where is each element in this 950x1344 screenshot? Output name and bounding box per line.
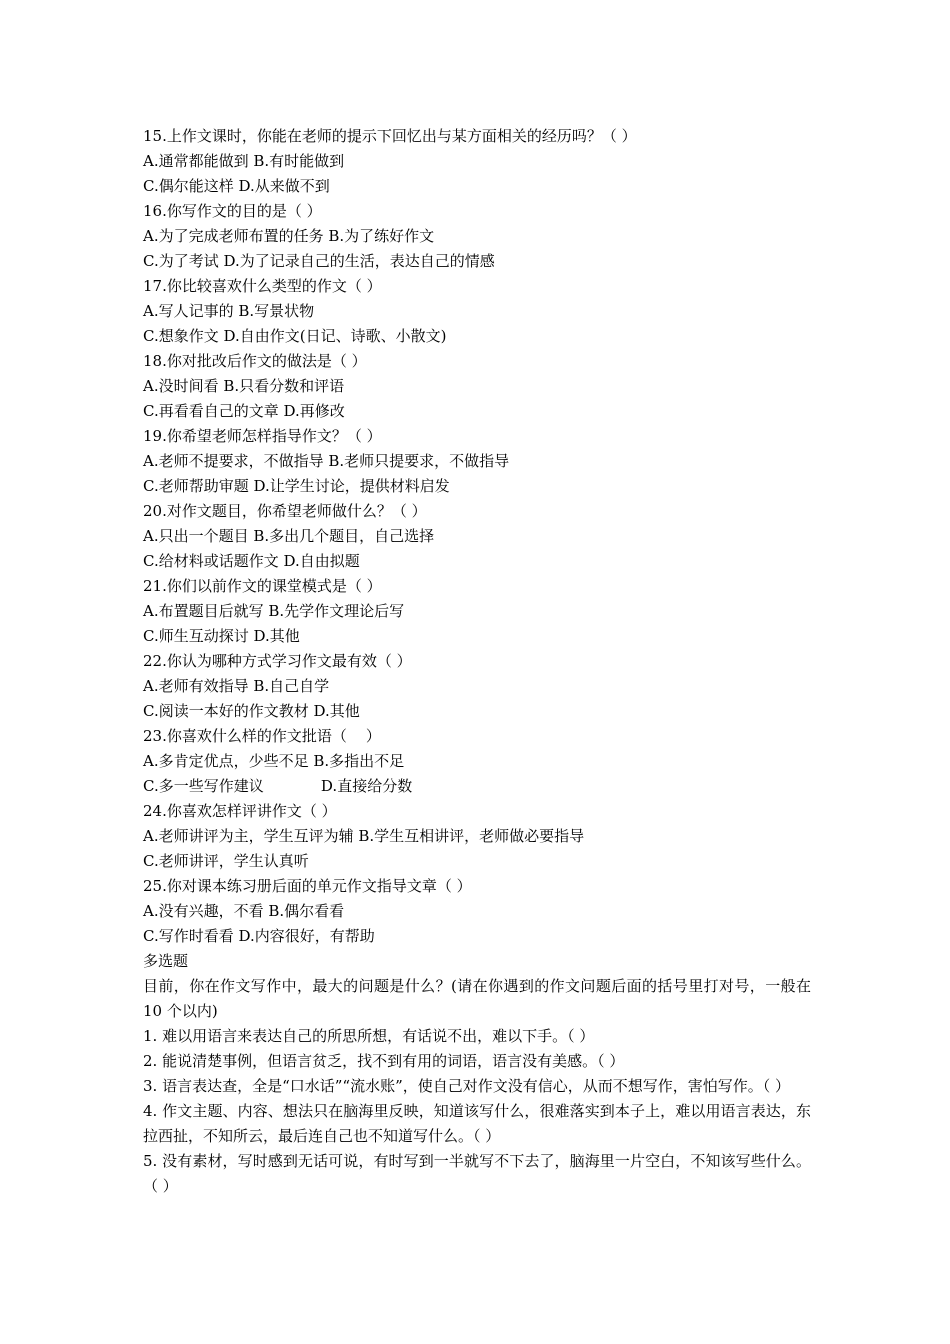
question-19 [143, 424, 811, 499]
multi-choice-item-5: 5. 没有素材，写时感到无话可说，有时写到一半就写不下去了，脑海里一片空白，不知该写些什么。（ ） [143, 1152, 811, 1195]
question-text: 25.你对课本练习册后面的单元作文指导文章（ ） [143, 877, 472, 895]
question-text: 17.你比较喜欢什么类型的作文（ ） [143, 277, 382, 295]
question-text: 20.对作文题目，你希望老师做什么？（ ） [143, 502, 427, 520]
question-15 [143, 124, 811, 199]
options-ab: A.布置题目后就写 B.先学作文理论后写 [143, 602, 405, 620]
multi-choice-intro: 目前，你在作文写作中，最大的问题是什么？(请在你遇到的作文问题后面的括号里打对号，一般在 10 个以内) [143, 977, 811, 1020]
options-cd: C.偶尔能这样 D.从来做不到 [143, 177, 330, 195]
question-25 [143, 874, 811, 949]
multi-choice-heading: 多选题 [143, 952, 189, 970]
question-20 [143, 499, 811, 574]
question-text: 18.你对批改后作文的做法是（ ） [143, 352, 367, 370]
options-cd: C.再看看自己的文章 D.再修改 [143, 402, 345, 420]
options-ab: A.没有兴趣，不看 B.偶尔看看 [143, 902, 345, 920]
question-text: 22.你认为哪种方式学习作文最有效（ ） [143, 652, 412, 670]
question-24 [143, 799, 811, 874]
question-16 [143, 199, 811, 274]
options-cd: C.为了考试 D.为了记录自己的生活，表达自己的情感 [143, 252, 495, 270]
options-cd: C.老师讲评，学生认真听 [143, 852, 309, 870]
question-23 [143, 724, 811, 799]
question-21 [143, 574, 811, 649]
options-ab: A.没时间看 B.只看分数和评语 [143, 377, 345, 395]
options-cd: C.写作时看看 D.内容很好，有帮助 [143, 927, 375, 945]
options-ab: A.为了完成老师布置的任务 B.为了练好作文 [143, 227, 435, 245]
multi-choice-item-4: 4. 作文主题、内容、想法只在脑海里反映，知道该写什么，很难落实到本子上，难以用语言表达，东拉西扯，不知所云，最后连自己也不知道写什么。（ ） [143, 1102, 811, 1145]
question-text: 16.你写作文的目的是（ ） [143, 202, 322, 220]
question-text: 24.你喜欢怎样评讲作文（ ） [143, 802, 337, 820]
options-cd: C.师生互动探讨 D.其他 [143, 627, 300, 645]
multi-choice-item-2: 2. 能说清楚事例，但语言贫乏，找不到有用的词语，语言没有美感。（ ） [143, 1052, 625, 1070]
question-18 [143, 349, 811, 424]
question-text: 15.上作文课时，你能在老师的提示下回忆出与某方面相关的经历吗？（ ） [143, 127, 637, 145]
question-text: 19.你希望老师怎样指导作文？（ ） [143, 427, 382, 445]
multi-choice-item-1: 1. 难以用语言来表达自己的所思所想，有话说不出，难以下手。（ ） [143, 1027, 595, 1045]
document-page [143, 124, 811, 1199]
multi-choice-item-3: 3. 语言表达查，全是“口水话”“流水账”，使自己对作文没有信心，从而不想写作，害怕写作。（ ） [143, 1077, 791, 1095]
options-cd: C.想象作文 D.自由作文(日记、诗歌、小散文) [143, 327, 447, 345]
options-cd: C.给材料或话题作文 D.自由拟题 [143, 552, 360, 570]
question-17 [143, 274, 811, 349]
options-ab: A.多肯定优点，少些不足 B.多指出不足 [143, 752, 405, 770]
question-22 [143, 649, 811, 724]
options-ab: A.老师讲评为主，学生互评为辅 B.学生互相讲评，老师做必要指导 [143, 827, 585, 845]
options-ab: A.通常都能做到 B.有时能做到 [143, 152, 345, 170]
options-cd: C.多一些写作建议 D.直接给分数 [143, 777, 413, 795]
question-text: 21.你们以前作文的课堂模式是（ ） [143, 577, 382, 595]
options-ab: A.只出一个题目 B.多出几个题目，自己选择 [143, 527, 435, 545]
options-cd: C.老师帮助审题 D.让学生讨论，提供材料启发 [143, 477, 450, 495]
options-ab: A.老师不提要求，不做指导 B.老师只提要求，不做指导 [143, 452, 510, 470]
options-ab: A.写人记事的 B.写景状物 [143, 302, 315, 320]
question-text: 23.你喜欢什么样的作文批语（ ） [143, 727, 381, 745]
options-cd: C.阅读一本好的作文教材 D.其他 [143, 702, 360, 720]
options-ab: A.老师有效指导 B.自己自学 [143, 677, 330, 695]
